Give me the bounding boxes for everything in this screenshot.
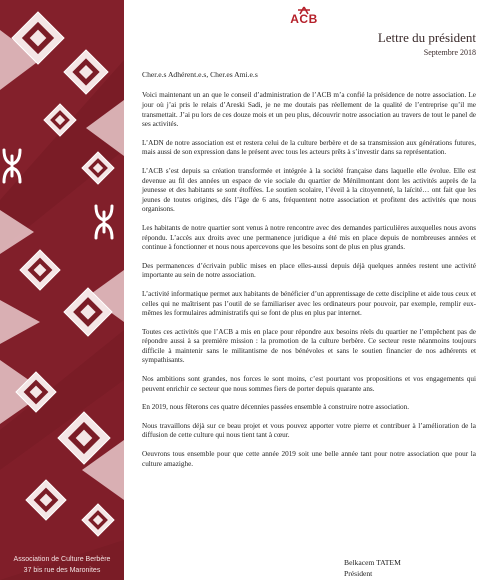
letter-paragraph: Voici maintenant un an que le conseil d’administration de l’ACB m’a confié la présidence de notre association. Le jour où j’ai pris le relais d’Areski Sadi, je ne me doutais pas réellement de la qualité de l’entreprise qu’il me transmettait. J’ai pu lors de ces douze mois et un peu plus, découvrir notre association au travers de tout le panel de ses activités. bbox=[142, 91, 476, 129]
letter-date: Septembre 2018 bbox=[423, 48, 476, 57]
decorative-sidebar bbox=[0, 0, 124, 580]
letter-paragraph: Toutes ces activités que l’ACB a mis en place pour répondre aux besoins réels du quartier ne l’empêchent pas de répondre aussi à sa première mission : la promotion de la culture berbère. Ce secteur reste néanmoins toujours difficile à maintenir sans le militantisme de nos bénévoles et sans le soutien financier de nos adhérents et sympathisants. bbox=[142, 327, 476, 365]
association-name: Association de Culture Berbère bbox=[13, 556, 111, 563]
letter-paragraph: Nos ambitions sont grandes, nos forces le sont moins, c’est pourtant vos propositions et vos engagements qui peuvent enrichir ce secteur que nous sommes fiers de porter depuis quarante ans. bbox=[142, 375, 476, 393]
signature-role: Président bbox=[344, 569, 373, 578]
logo-text: ACB bbox=[290, 12, 318, 26]
acb-logo bbox=[284, 6, 324, 24]
letter-paragraph: Les habitants de notre quartier sont venus à notre rencontre avec des demandes particulières auxquelles nous avons répondu. L’accès aux droits avec une permanence juridique a été mis en place depuis de nombreuses années et continue à fonctionner et nous nous apercevons que les besoins sont de plus en plus grands. bbox=[142, 223, 476, 252]
signature-name: Belkacem TATEM bbox=[344, 558, 401, 567]
letter-paragraph: L’activité informatique permet aux habitants de bénéficier d’un apprentissage de cette discipline et aide tous ceux et celles qui ne maîtrisent pas l’outil de se familiariser avec les ordinateurs pour pouvoir, par exemple, remplir eux-mêmes les formulaires administratifs qui se font de plus en plus par internet. bbox=[142, 289, 476, 318]
letter-paragraph: Oeuvrons tous ensemble pour que cette année 2019 soit une belle année tant pour notre association que pour la culture amazighe. bbox=[142, 450, 476, 468]
letter-paragraph: Nous travaillons déjà sur ce beau projet et vous pouvez apporter votre pierre et contribuer à l’amélioration de la diffusion de cette culture qui nous tient tant à cœur. bbox=[142, 421, 476, 440]
letter-paragraph: En 2019, nous fêterons ces quatre décennies passées ensemble à construire notre association. bbox=[142, 403, 410, 412]
letter-paragraph: L’ADN de notre association est et restera celui de la culture berbère et de sa transmission aux générations futures, mais aussi de son expression dans le présent avec tous les acteurs prêts à s’investir dans sa représentation. bbox=[142, 138, 476, 157]
letter-paragraph: L’ACB s’est depuis sa création transformée et intégrée à la société française dans laquelle elle évolue. Elle est devenue au fil des années un espace de vie sociale du quartier de Ménilmontant dont les activités auprès de la jeunesse et des habitants se sont étoffées. Le soutien scolaire, l’éveil à la citoyenneté, la laïcité… ont fait que les jeunes de toutes origines, dès l’âge de 6 ans, fréquentent notre association et profitent des activités que nous organisons. bbox=[142, 166, 476, 214]
letter-paragraph: Des permanences d’écrivain public mises en place elles-aussi depuis déjà quelques années restent une activité importante au sein de notre association. bbox=[142, 261, 476, 280]
berber-pattern-icon bbox=[0, 0, 124, 580]
letter-title: Lettre du président bbox=[377, 30, 476, 45]
association-address: 37 bis rue des Maronites bbox=[23, 567, 101, 574]
salutation: Cher.e.s Adhérent.e.s, Cher.es Ami.e.s bbox=[142, 70, 258, 79]
letter-body bbox=[142, 70, 476, 478]
